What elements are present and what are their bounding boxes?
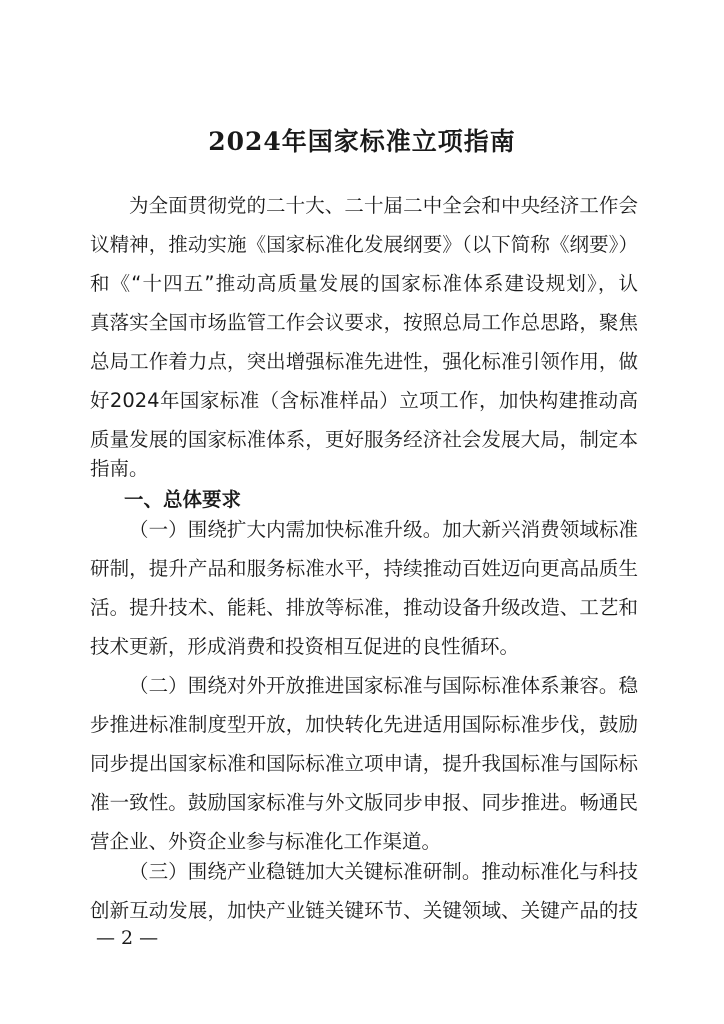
paragraph-2-line: 步推进标准制度型开放，加快转化先进适用国际标准步伐，鼓励 (90, 713, 638, 736)
intro-line-last: 指南。 (90, 457, 149, 480)
paragraph-2-line: 营企业、外资企业参与标准化工作渠道。 (90, 830, 442, 853)
paragraph-1-line: 研制，提升产品和服务标准水平，持续推动百姓迈向更高品质生 (90, 557, 638, 580)
page-number: — 2 — (96, 927, 159, 949)
paragraph-2-line: （二）围绕对外开放推进国家标准与国际标准体系兼容。稳 (129, 674, 638, 697)
paragraph-2-line: 准一致性。鼓励国家标准与外文版同步申报、同步推进。畅通民 (90, 791, 638, 814)
paragraph-3-line: （三）围绕产业稳链加大关键标准研制。推动标准化与科技 (129, 860, 638, 883)
intro-line: 和《“十四五”推动高质量发展的国家标准体系建设规划》，认 (90, 272, 638, 295)
section-heading: 一、总体要求 (124, 488, 242, 511)
intro-line: 为全面贯彻党的二十大、二十届二中全会和中央经济工作会 (129, 194, 638, 217)
paragraph-3-line: 创新互动发展，加快产业链关键环节、关键领域、关键产品的技 (90, 899, 638, 922)
intro-line: 总局工作着力点，突出增强标准先进性，强化标准引领作用，做 (90, 350, 638, 373)
document-title: 2024年国家标准立项指南 (208, 127, 516, 156)
paragraph-1-line: 技术更新，形成消费和投资相互促进的良性循环。 (90, 635, 520, 658)
intro-line: 好2024年国家标准（含标准样品）立项工作，加快构建推动高 (90, 389, 638, 412)
intro-line: 质量发展的国家标准体系，更好服务经济社会发展大局，制定本 (90, 428, 638, 451)
paragraph-1-line: （一）围绕扩大内需加快标准升级。加大新兴消费领域标准 (129, 518, 638, 541)
paragraph-1-line: 活。提升技术、能耗、排放等标准，推动设备升级改造、工艺和 (90, 596, 638, 619)
intro-line: 真落实全国市场监管工作会议要求，按照总局工作总思路，聚焦 (90, 311, 638, 334)
paragraph-2-line: 同步提出国家标准和国际标准立项申请，提升我国标准与国际标 (90, 752, 638, 775)
intro-line: 议精神，推动实施《国家标准化发展纲要》（以下简称《纲要》） (90, 233, 638, 256)
